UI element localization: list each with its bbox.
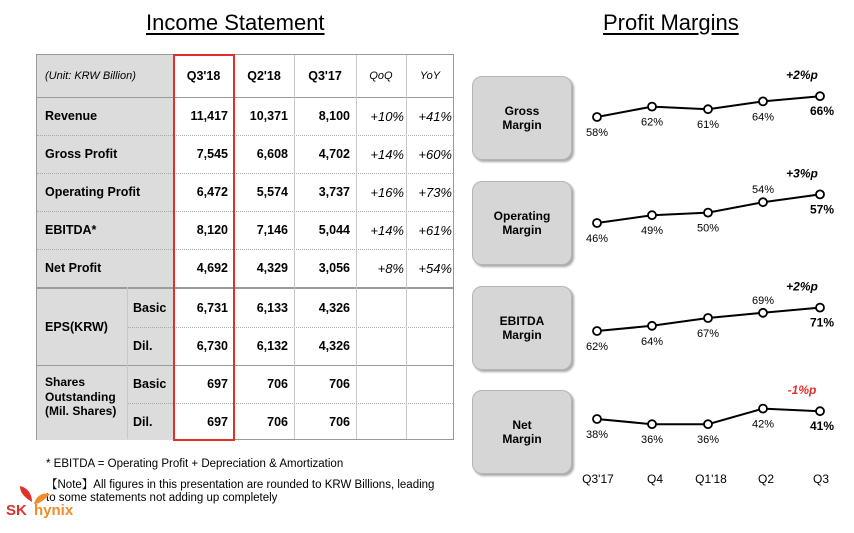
table-cell: 706	[267, 377, 288, 391]
profit-margins-title: Profit Margins	[603, 10, 739, 35]
data-label: 58%	[585, 127, 609, 139]
income-statement-title: Income Statement	[146, 10, 325, 35]
table-cell: 706	[267, 414, 288, 429]
data-label: 61%	[696, 119, 720, 132]
table-cell-yoy: +73%	[418, 184, 452, 200]
data-point	[816, 190, 824, 198]
margin-box-label: Margin	[502, 223, 542, 237]
change-label: +2%p	[786, 279, 818, 294]
logo-hynix-text: hynix	[34, 502, 74, 519]
row-label-shares-line: Outstanding	[45, 389, 116, 404]
change-label: +3%p	[786, 166, 818, 181]
table-cell: 11,417	[190, 109, 228, 123]
data-point	[704, 420, 712, 428]
table-cell: 6,608	[256, 147, 288, 161]
table-cell: 3,056	[318, 261, 350, 275]
data-point	[593, 219, 601, 227]
table-cell-yoy: +41%	[418, 108, 452, 124]
data-label: 36%	[696, 434, 720, 447]
row-sublabel-dil: Dil.	[127, 327, 173, 365]
row-label-ebitda: EBITDA*	[37, 211, 173, 249]
data-label: 50%	[696, 222, 720, 235]
table-cell: 4,326	[318, 301, 350, 315]
data-label: 57%	[809, 202, 835, 217]
row-label-operating-profit: Operating Profit	[37, 173, 173, 211]
data-point	[759, 405, 767, 413]
table-cell-qoq: +16%	[370, 184, 404, 200]
table-cell: 4,702	[318, 147, 350, 161]
data-label: 36%	[640, 434, 664, 447]
data-label: 71%	[809, 315, 835, 330]
table-cell: 8,120	[196, 223, 228, 237]
table-cell: 706	[329, 414, 350, 429]
table-cell: 697	[207, 377, 228, 391]
row-label-revenue: Revenue	[37, 97, 173, 135]
table-cell: 6,731	[196, 301, 228, 315]
row-sublabel-basic: Basic	[127, 289, 173, 327]
table-cell: 7,146	[256, 223, 288, 237]
table-cell: 697	[207, 414, 228, 429]
data-point	[759, 309, 767, 317]
table-cell: 7,545	[196, 147, 228, 161]
data-point	[816, 407, 824, 415]
data-point	[704, 209, 712, 217]
row-sublabel-basic: Basic	[127, 365, 173, 403]
table-cell-qoq: +14%	[370, 146, 404, 162]
margin-box-label: Margin	[502, 432, 542, 446]
change-label: +2%p	[786, 68, 818, 83]
row-label-net-profit: Net Profit	[37, 249, 173, 287]
x-tick-label: Q2	[757, 472, 774, 486]
table-cell: 5,044	[318, 223, 350, 237]
table-cell: 6,730	[196, 339, 228, 353]
data-label: 49%	[640, 225, 664, 238]
data-label: 66%	[809, 104, 835, 119]
table-cell: 3,737	[318, 185, 350, 199]
x-tick-label: Q3'17	[582, 472, 614, 486]
table-cell: 4,326	[318, 339, 350, 353]
data-label: 46%	[585, 233, 609, 245]
data-label: 54%	[751, 184, 775, 197]
table-cell: 5,574	[256, 185, 288, 199]
table-cell: 8,100	[318, 109, 350, 123]
col-header-q3-17: Q3'17	[308, 69, 342, 83]
data-label: 62%	[585, 341, 609, 353]
table-cell: 6,133	[256, 301, 288, 315]
margin-box-label: Net	[512, 418, 532, 432]
table-cell: 706	[329, 377, 350, 391]
table-cell: 4,692	[196, 261, 228, 275]
data-point	[648, 211, 656, 219]
table-cell: 4,329	[256, 261, 288, 275]
x-tick-label: Q1'18	[695, 472, 727, 486]
data-point	[593, 113, 601, 121]
data-label: 62%	[640, 116, 664, 129]
data-label: 42%	[751, 418, 775, 431]
table-cell-qoq: +10%	[370, 108, 404, 124]
data-point	[704, 314, 712, 322]
change-label: -1%p	[787, 383, 817, 398]
col-header-q2-18: Q2'18	[247, 69, 281, 83]
logo-sk-text: SK	[6, 502, 27, 519]
table-cell-yoy: +61%	[418, 222, 452, 238]
footnote-note-line: to some statements not adding up completely	[46, 492, 278, 504]
margin-box-label: Operating	[493, 209, 551, 223]
table-cell-yoy: +54%	[418, 260, 452, 276]
col-header-yoy: YoY	[419, 70, 441, 82]
unit-label: (Unit: KRW Billion)	[37, 55, 173, 97]
footnote-note-line: 【Note】All figures in this presentation are rounded to KRW Billions, leading	[46, 479, 435, 491]
x-tick-label: Q4	[646, 472, 663, 486]
table-cell-yoy: +60%	[418, 146, 452, 162]
footnote-ebitda: * EBITDA = Operating Profit + Depreciation & Amortization	[46, 458, 344, 470]
data-point	[648, 103, 656, 111]
row-label-eps: EPS(KRW)	[37, 289, 127, 365]
data-label: 38%	[585, 429, 609, 441]
margin-box-label: EBITDA	[499, 314, 545, 328]
data-point	[816, 304, 824, 312]
data-label: 64%	[751, 111, 775, 124]
data-point	[759, 198, 767, 206]
table-cell-qoq: +8%	[377, 260, 404, 276]
table-cell: 10,371	[249, 109, 288, 123]
row-label-gross-profit: Gross Profit	[37, 135, 173, 173]
data-label: 41%	[809, 419, 835, 434]
data-point	[648, 322, 656, 330]
margin-box-label: Gross	[504, 104, 540, 118]
data-point	[704, 105, 712, 113]
row-label-shares-line: (Mil. Shares)	[45, 404, 117, 418]
x-tick-label: Q3	[812, 472, 829, 486]
margin-box-label: Margin	[502, 118, 542, 132]
row-sublabel-dil: Dil.	[127, 403, 173, 440]
table-cell: 6,472	[196, 185, 228, 199]
data-label: 69%	[751, 294, 775, 307]
data-point	[593, 327, 601, 335]
data-point	[816, 92, 824, 100]
col-header-qoq: QoQ	[369, 70, 393, 82]
row-label-shares-line: Shares	[45, 375, 86, 389]
col-header-q3-18: Q3'18	[186, 69, 221, 83]
data-label: 64%	[640, 335, 664, 348]
data-label: 67%	[696, 328, 720, 340]
margin-box-label: Margin	[502, 328, 542, 342]
data-point	[593, 415, 601, 423]
table-cell: 6,132	[256, 339, 288, 353]
table-cell-qoq: +14%	[370, 222, 404, 238]
data-point	[759, 97, 767, 105]
data-point	[648, 420, 656, 428]
